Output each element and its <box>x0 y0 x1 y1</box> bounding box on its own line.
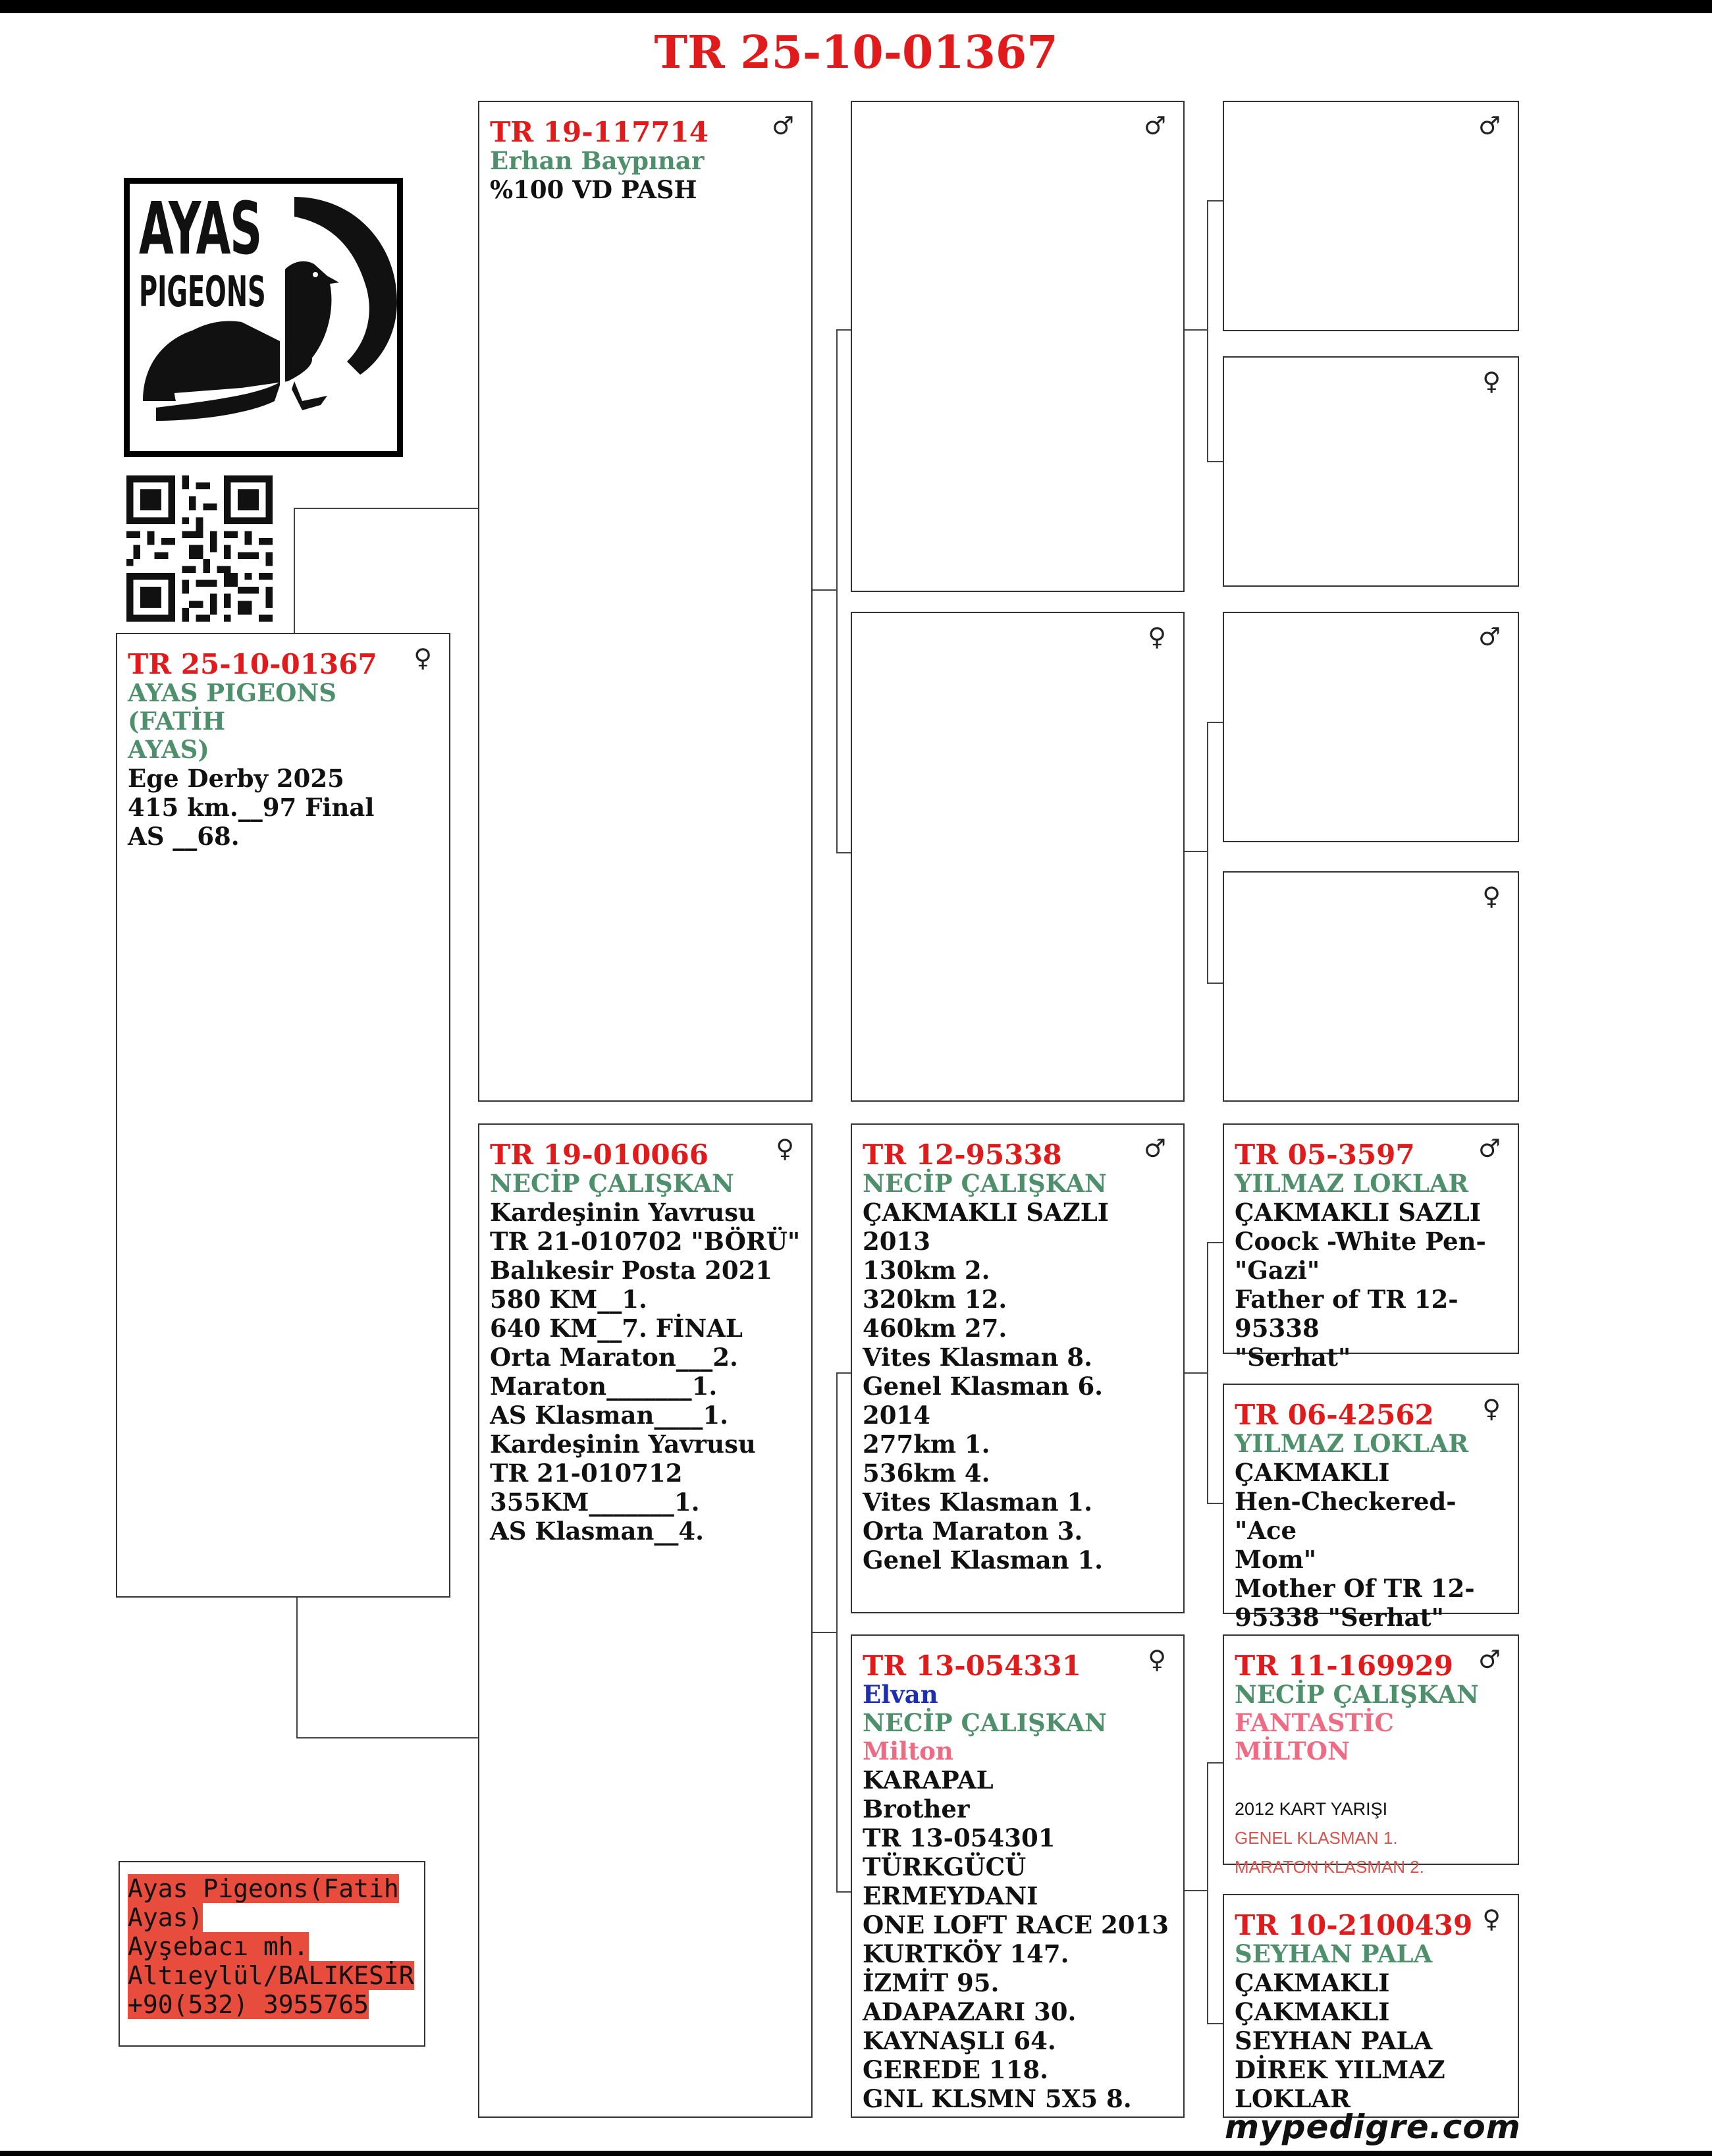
dam-dam-note: KAYNAŞLI 64. <box>863 2026 1056 2055</box>
connector-dd <box>1183 1890 1207 1893</box>
dam-note: Maraton_______1. <box>490 1372 718 1401</box>
female-icon: ♀ <box>776 1134 794 1163</box>
dam-dam-note: Brother <box>863 1794 970 1823</box>
ggp-dd-d-note: LOKLAR <box>1235 2084 1351 2113</box>
ggp-dd-s-owner: NECİP ÇALIŞKAN <box>1235 1680 1479 1709</box>
subject-note: Ege Derby 2025 <box>128 764 344 793</box>
ggp-ds-s-note: "Gazi" <box>1235 1256 1320 1285</box>
dam-dam-note: KURTKÖY 147. <box>863 1939 1069 1968</box>
dam-note: 355KM_______1. <box>490 1488 700 1517</box>
dam-dam-note: ONE LOFT RACE 2013 <box>863 1910 1169 1939</box>
ggp-card-dd-d[interactable] <box>1223 1894 1519 2118</box>
logo-text-ayas: AYAS <box>139 186 262 271</box>
dam-sire-note: Genel Klasman 6. <box>863 1372 1104 1401</box>
top-border-bar <box>0 0 1712 13</box>
dam-sire-note: Vites Klasman 1. <box>863 1488 1093 1517</box>
ggp-dd-d-ring: TR 10-2100439 <box>1235 1909 1473 1941</box>
ggp-card-sd-s[interactable] <box>1223 612 1519 842</box>
ggp-ds-s-owner: YILMAZ LOKLAR <box>1235 1169 1469 1198</box>
sire-dam-card[interactable] <box>851 612 1185 1102</box>
dam-dam-note: ERMEYDANI <box>863 1881 1038 1910</box>
dam-sire-card[interactable] <box>851 1123 1185 1613</box>
ggp-card-ss-d[interactable] <box>1223 356 1519 587</box>
dam-note: 640 KM__7. FİNAL <box>490 1314 743 1343</box>
ggp-dd-s-result: GENEL KLASMAN 1. <box>1235 1828 1398 1848</box>
contact-line: Ayas Pigeons(Fatih <box>128 1874 399 1903</box>
mypedigre-brand[interactable]: mypedigre.com <box>1225 2108 1521 2146</box>
ggp-ds-d-ring: TR 06-42562 <box>1235 1399 1434 1431</box>
qr-code-icon <box>126 475 273 622</box>
connector-subject-dam <box>296 1596 479 1738</box>
male-icon: ♂ <box>1143 111 1166 140</box>
female-icon: ♀ <box>1482 367 1501 396</box>
dam-dam-ring: TR 13-054331 <box>863 1650 1082 1682</box>
ggp-card-dd-s[interactable] <box>1223 1634 1519 1877</box>
male-icon: ♂ <box>1478 111 1501 140</box>
connector-sd-vertical <box>1207 722 1224 984</box>
ggp-dd-d-note: DİREK YILMAZ <box>1235 2055 1445 2084</box>
dam-dam-note: GNL KLSMN 5X5 8. <box>863 2084 1132 2113</box>
dam-sire-note: 460km 27. <box>863 1314 1007 1343</box>
sire-owner: Erhan Baypınar <box>490 146 705 175</box>
ggp-ds-s-note: Father of TR 12-95338 <box>1235 1285 1458 1343</box>
page-title: TR 25-10-01367 <box>654 26 1058 79</box>
male-icon: ♂ <box>771 111 794 140</box>
connector-dd-vertical <box>1207 1762 1224 2024</box>
dam-note: TR 21-010702 "BÖRÜ" <box>490 1227 801 1256</box>
dam-note: Orta Maraton___2. <box>490 1343 738 1372</box>
connector-subject-sire <box>294 508 479 634</box>
subject-note: 415 km.__97 Final <box>128 793 375 822</box>
female-icon: ♀ <box>414 643 432 672</box>
dam-sire-ring: TR 12-95338 <box>863 1139 1062 1171</box>
dam-sire-owner: NECİP ÇALIŞKAN <box>863 1169 1107 1198</box>
subject-card[interactable] <box>116 633 450 1598</box>
dam-card[interactable] <box>478 1123 813 2118</box>
connector-ds-vertical <box>1207 1242 1224 1504</box>
ggp-ds-d-note: Mom" <box>1235 1545 1317 1574</box>
dam-ring: TR 19-010066 <box>490 1139 709 1171</box>
ggp-ds-s-note: "Serhat" <box>1235 1343 1351 1372</box>
male-icon: ♂ <box>1478 622 1501 651</box>
dam-dam-card[interactable] <box>851 1634 1185 2118</box>
dam-sire-note: Orta Maraton 3. <box>863 1517 1083 1546</box>
dam-note: Kardeşinin Yavrusu <box>490 1430 756 1459</box>
dam-dam-note: TÜRKGÜCÜ <box>863 1852 1027 1881</box>
ggp-ds-d-note: Mother Of TR 12- <box>1235 1574 1475 1603</box>
dam-sire-note: Vites Klasman 8. <box>863 1343 1093 1372</box>
dam-sire-note: 2013 <box>863 1227 930 1256</box>
dam-sire-note: 277km 1. <box>863 1430 990 1459</box>
logo-text-pigeons: PIGEONS <box>139 268 266 317</box>
female-icon: ♀ <box>1482 1904 1501 1933</box>
breeder-contact-box <box>119 1861 425 2047</box>
subject-note: AS __68. <box>128 822 240 851</box>
contact-line: Ayas) <box>128 1903 203 1932</box>
dam-note: Balıkesir Posta 2021 <box>490 1256 773 1285</box>
female-icon: ♀ <box>1482 882 1501 911</box>
contact-phone: +90(532) 3955765 <box>128 1990 369 2019</box>
subject-owner-line-1: AYAS PIGEONS (FATİH <box>128 678 345 736</box>
dam-sire-note: ÇAKMAKLI SAZLI <box>863 1198 1110 1227</box>
ggp-card-sd-d[interactable] <box>1223 871 1519 1102</box>
dam-note: Kardeşinin Yavrusu <box>490 1198 756 1227</box>
ggp-card-ds-d[interactable] <box>1223 1384 1519 1632</box>
ggp-ds-s-note: ÇAKMAKLI SAZLI <box>1235 1198 1482 1227</box>
ggp-dd-s-ring: TR 11-169929 <box>1235 1650 1454 1682</box>
dam-note: TR 21-010712 <box>490 1459 683 1488</box>
ggp-dd-s-race: 2012 KART YARIŞI <box>1235 1799 1388 1819</box>
connector-sd <box>1183 851 1207 853</box>
ggp-dd-d-note: SEYHAN PALA <box>1235 2026 1433 2055</box>
dam-dam-note: GEREDE 118. <box>863 2055 1049 2084</box>
ggp-dd-d-owner: SEYHAN PALA <box>1235 1939 1433 1968</box>
male-icon: ♂ <box>1478 1134 1501 1163</box>
dam-sire-note: Genel Klasman 1. <box>863 1546 1104 1575</box>
connector-dam-parents-vertical <box>836 1372 852 1893</box>
connector-dam-parents <box>811 1632 836 1634</box>
bottom-border-bar <box>0 2151 1712 2156</box>
subject-owner-line-2: AYAS) <box>128 735 209 764</box>
connector-ss-vertical <box>1207 200 1224 462</box>
sire-note: %100 VD PASH <box>490 175 697 204</box>
ggp-ds-d-note: ÇAKMAKLI <box>1235 1458 1390 1487</box>
female-icon: ♀ <box>1148 1645 1166 1674</box>
dam-sire-note: 320km 12. <box>863 1285 1007 1314</box>
dam-note: AS Klasman____1. <box>490 1401 728 1430</box>
dam-dam-note: TR 13-054301 <box>863 1823 1056 1852</box>
ggp-ds-d-note: Hen-Checkered-"Ace <box>1235 1487 1457 1545</box>
dam-dam-owner: NECİP ÇALIŞKAN <box>863 1708 1107 1737</box>
dam-sire-note: 536km 4. <box>863 1459 990 1488</box>
contact-line: Altıeylül/BALIKESİR <box>128 1961 414 1990</box>
ggp-card-ss-s[interactable] <box>1223 101 1519 331</box>
ggp-dd-s-strain: FANTASTİC MİLTON <box>1235 1708 1403 1765</box>
subject-ring: TR 25-10-01367 <box>128 648 377 680</box>
connector-sire-parents <box>811 589 836 592</box>
contact-line: Ayşebacı mh. <box>128 1932 309 1961</box>
ggp-ds-d-owner: YILMAZ LOKLAR <box>1235 1429 1469 1458</box>
ayas-pigeons-logo <box>124 178 403 457</box>
male-icon: ♂ <box>1143 1134 1166 1163</box>
pigeon-icon <box>130 184 397 451</box>
ggp-dd-s-result: MARATON KLASMAN 2. <box>1235 1857 1424 1877</box>
ggp-ds-d-note: 95338 "Serhat" <box>1235 1603 1444 1632</box>
ggp-ds-s-note: Coock -White Pen- <box>1235 1227 1486 1256</box>
female-icon: ♀ <box>1482 1394 1501 1423</box>
connector-ss <box>1183 329 1207 332</box>
female-icon: ♀ <box>1148 622 1166 651</box>
dam-sire-note: 2014 <box>863 1401 930 1430</box>
ggp-dd-d-note: ÇAKMAKLI <box>1235 1997 1390 2026</box>
dam-dam-strain: Milton <box>863 1737 953 1765</box>
dam-sire-note: 130km 2. <box>863 1256 990 1285</box>
dam-dam-note: ADAPAZARI 30. <box>863 1997 1077 2026</box>
ggp-dd-d-note: ÇAKMAKLI <box>1235 1968 1390 1997</box>
connector-ds <box>1183 1372 1207 1375</box>
connector-sire-parents-vertical <box>836 329 852 853</box>
dam-dam-name: Elvan <box>863 1680 938 1709</box>
ggp-card-ds-s[interactable] <box>1223 1123 1519 1372</box>
male-icon: ♂ <box>1478 1645 1501 1674</box>
dam-owner: NECİP ÇALIŞKAN <box>490 1169 734 1198</box>
ggp-ds-s-ring: TR 05-3597 <box>1235 1139 1415 1171</box>
dam-dam-note: KARAPAL <box>863 1765 994 1794</box>
sire-ring: TR 19-117714 <box>490 116 709 148</box>
sire-card[interactable] <box>478 101 813 1102</box>
dam-note: AS Klasman__4. <box>490 1517 704 1546</box>
sire-sire-card[interactable] <box>851 101 1185 592</box>
dam-dam-note: İZMİT 95. <box>863 1968 1000 1997</box>
dam-note: 580 KM__1. <box>490 1285 647 1314</box>
